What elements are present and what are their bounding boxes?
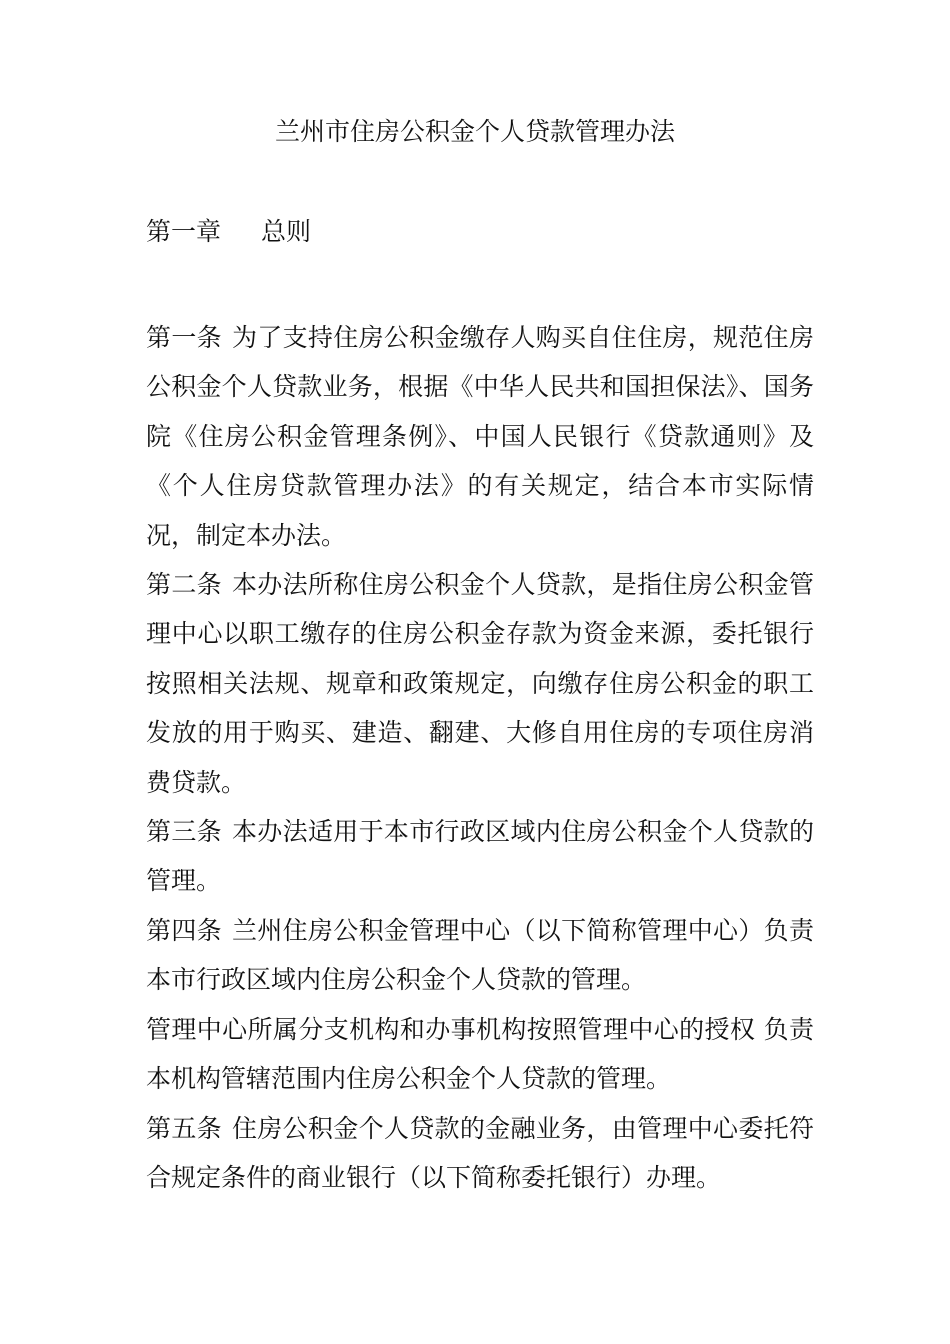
article-4-paragraph-2 (146, 1005, 814, 1104)
chapter-number: 第一章 (146, 217, 222, 246)
article-heading: 第二条 (146, 570, 222, 600)
document-title: 兰州市住房公积金个人贷款管理办法 (274, 117, 675, 146)
article-text: 管理中心所属分支机构和办事机构按照管理中心的授权 负责本机构管辖范围内住房公积金个人贷款的管理。 (146, 1014, 814, 1094)
article-heading: 第五条 (146, 1113, 222, 1143)
article-text: 为了支持住房公积金缴存人购买自住住房，规范住房公积金个人贷款业务，根据《中华人民共和国担保法》、国务院《住房公积金管理条例》、中国人民银行《贷款通则》及《个人住房贷款管理办法》的有关规定，结合本市实际情况，制定本办法。 (146, 323, 814, 550)
article-heading: 第三条 (146, 817, 222, 847)
chapter-heading (146, 212, 311, 252)
article-text: 住房公积金个人贷款的金融业务，由管理中心委托符合规定条件的商业银行（以下简称委托银行）办理。 (146, 1113, 814, 1192)
chapter-name: 总则 (261, 217, 312, 246)
article-1 (146, 313, 814, 560)
article-text: 本办法适用于本市行政区域内住房公积金个人贷款的管理。 (146, 817, 814, 896)
article-4 (146, 906, 814, 1005)
article-5 (146, 1104, 814, 1203)
article-3 (146, 807, 814, 906)
document-body (146, 313, 814, 1202)
article-heading: 第四条 (146, 915, 222, 945)
article-2 (146, 560, 814, 807)
article-heading: 第一条 (146, 323, 222, 352)
article-text: 兰州住房公积金管理中心（以下简称管理中心）负责本市行政区域内住房公积金个人贷款的管理。 (146, 915, 814, 995)
article-text: 本办法所称住房公积金个人贷款，是指住房公积金管理中心以职工缴存的住房公积金存款为资金来源，委托银行按照相关法规、规章和政策规定，向缴存住房公积金的职工发放的用于购买、建造、翻建、大修自用住房的专项住房消费贷款。 (146, 570, 814, 797)
